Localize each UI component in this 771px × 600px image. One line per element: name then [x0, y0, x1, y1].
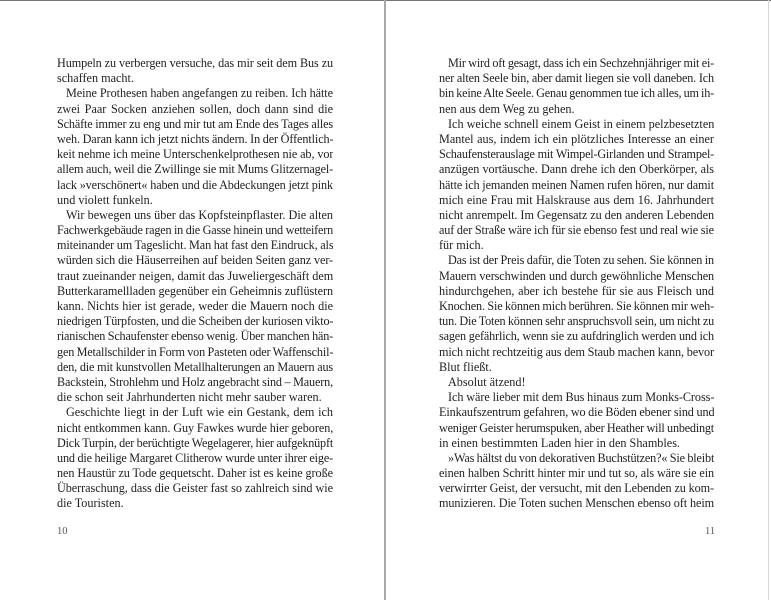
text-line: weniger Geister herumspuken, aber Heather will unbedingt [439, 420, 714, 435]
text-line: Mantel aus, indem ich ein plötzliches Interesse an einer [439, 131, 714, 146]
text-line: »Was hältst du von dekorativen Buchstützen?« Sie bleibt [448, 450, 714, 465]
text-line: allem auch, weil die Zwillinge sie mit Mums Glitzernagel- [57, 162, 333, 177]
text-line: nen Haustür zu Tode gequetscht. Daher ist es keine große [57, 466, 333, 481]
left-page-text [57, 56, 333, 512]
text-line: mich eine Frau mit Halskrause aus dem 16. Jahrhundert [439, 192, 714, 207]
paragraph [439, 451, 714, 512]
right-page-text [439, 56, 714, 512]
text-line: hätte ich jemanden meinen Namen rufen hören, nur damit [439, 177, 714, 192]
text-line: keit nehme ich meine Unterschenkelprothesen nie ab, vor [57, 147, 333, 162]
book-gutter [384, 0, 386, 600]
text-line: die schon seit Jahrhunderten nicht mehr sauber waren. [57, 390, 322, 405]
text-line: kann. Nichts hier ist gerade, weder die Mauern noch die [57, 299, 333, 313]
text-line: Geschichte liegt in der Luft wie ein Gestank, dem ich [66, 405, 333, 420]
text-line: Blut fließt. [439, 359, 492, 374]
text-line: Knochen. Sie können mich berühren. Sie können mir weh- [439, 299, 714, 313]
text-line: einen halben Schritt hinter mir und tut so, als wäre sie ein [439, 466, 714, 481]
text-line: für mich. [439, 238, 484, 253]
text-line: nen aus dem Weg zu gehen. [439, 101, 575, 116]
paragraph [57, 56, 333, 86]
paragraph [439, 56, 714, 117]
text-line: Backstein, Strohlehm und Holz angebracht sind – Mauern, [57, 374, 333, 389]
text-line: hindurchgehen, aber ich bestehe für sie aus Fleisch und [439, 283, 714, 298]
text-line: Dick Turpin, der berüchtigte Wegelagerer, hier aufgeknüpft [57, 435, 333, 450]
text-line: Überraschung, dass die Geister fast so zahlreich sind wie [57, 481, 333, 496]
paragraph [439, 390, 714, 451]
paragraph [439, 117, 714, 254]
text-line: Fachwerkgebäude ragen in die Gasse hinein und wetteifern [57, 223, 333, 238]
text-line: lack »verschönert« haben und die Abdeckungen jetzt pink [57, 177, 333, 192]
text-line: weh. Daran kann ich jetzt nichts ändern. In der Öffentlich- [57, 131, 333, 146]
text-line: Einkaufszentrum gefahren, wo die Böden ebener sind und [439, 405, 714, 420]
text-line: Absolut ätzend! [448, 374, 526, 389]
text-line: schaffen macht. [57, 71, 134, 86]
text-line: zwei Paar Socken anziehen sollen, doch dann sind die [57, 101, 333, 116]
text-line: Butterkaramellladen gegenüber ein Geheimnis zuflüstern [57, 283, 333, 298]
text-line: Humpeln zu verbergen versuche, das mir seit dem Bus zu [57, 56, 333, 70]
text-line: Mauern verschwinden und durch gewöhnliche Menschen [439, 268, 714, 283]
text-line: auf der Straße wäre ich für sie ebenso fest und real wie sie [439, 223, 714, 238]
text-line: nicht anrempelt. Im Gegensatz zu den anderen Lebenden [439, 207, 714, 222]
paragraph [439, 253, 714, 375]
text-line: munizieren. Die Toten suchen Menschen ebenso oft heim [439, 496, 714, 511]
text-line: den, die mit kunstvollen Metallhalterungen an Mauern aus [57, 359, 333, 374]
text-line: Schaufensterauslage mit Wimpel-Girlanden und Strampel- [439, 147, 714, 162]
text-line: Ich weiche schnell einem Geist in einem pelzbesetzten [448, 116, 714, 131]
paragraph [57, 405, 333, 511]
text-line: ner alten Seele bin, aber damit liegen sie voll daneben. Ich [439, 71, 714, 86]
text-line: tun. Die Toten können sehr anspruchsvoll sein, um nicht zu [439, 314, 714, 329]
page-number-right: 11 [705, 526, 716, 537]
text-line: verwirrter Geist, der versucht, mit den Lebenden zu kom- [439, 481, 714, 496]
text-line: bin keine Alte Seele. Genau genommen tue ich alles, um ih- [439, 86, 714, 101]
text-line: würden sich die Häuserreihen auf beiden Seiten ganz ver- [57, 253, 333, 268]
text-line: die Touristen. [57, 496, 124, 511]
text-line: Das ist der Preis dafür, die Toten zu sehen. Sie können in [448, 253, 714, 268]
paragraph [439, 375, 714, 390]
page-edge [768, 0, 769, 600]
text-line: mich nicht rechtzeitig aus dem Staub machen kann, bevor [439, 344, 714, 359]
text-line: und die heilige Margaret Clitherow wurde unter ihrer eige- [57, 450, 333, 465]
text-line: Mir wird oft gesagt, dass ich ein Sechzehnjähriger mit ei- [448, 56, 714, 70]
text-line: Ich wäre lieber mit dem Bus hinaus zum Monks-Cross- [448, 390, 714, 405]
text-line: Wir bewegen uns über das Kopfsteinpflaster. Die alten [66, 207, 333, 222]
text-line: in einen bestimmten Laden hier in den Shambles. [439, 435, 680, 450]
text-line: anzügen vortäusche. Dann drehe ich den Oberkörper, als [439, 162, 714, 177]
text-line: miteinander um Tageslicht. Man hat fast den Eindruck, als [57, 238, 333, 253]
text-line: niedrigen Türpfosten, und die Scheiben der kuriosen vikto- [57, 314, 333, 329]
text-line: und violett funkeln. [57, 192, 153, 207]
text-line: nicht entkommen kann. Guy Fawkes wurde hier geboren, [57, 420, 333, 435]
text-line: Schäfte immer zu eng und mir tut am Ende des Tages alles [57, 116, 333, 131]
page-number-left: 10 [57, 526, 68, 537]
text-line: Meine Prothesen haben angefangen zu reiben. Ich hätte [66, 86, 333, 101]
paragraph [57, 208, 333, 405]
text-line: sagen gefährlich, wenn sie zu aufdringlich werden und ich [439, 329, 714, 344]
paragraph [57, 86, 333, 208]
text-line: gen Metallschilder in Form von Pasteten oder Waffenschil- [57, 344, 333, 359]
text-line: rianischen Schaufenster ebenso wenig. Über manchen hän- [57, 329, 333, 344]
text-line: traut zueinander neigen, damit das Juweliergeschäft dem [57, 268, 333, 283]
